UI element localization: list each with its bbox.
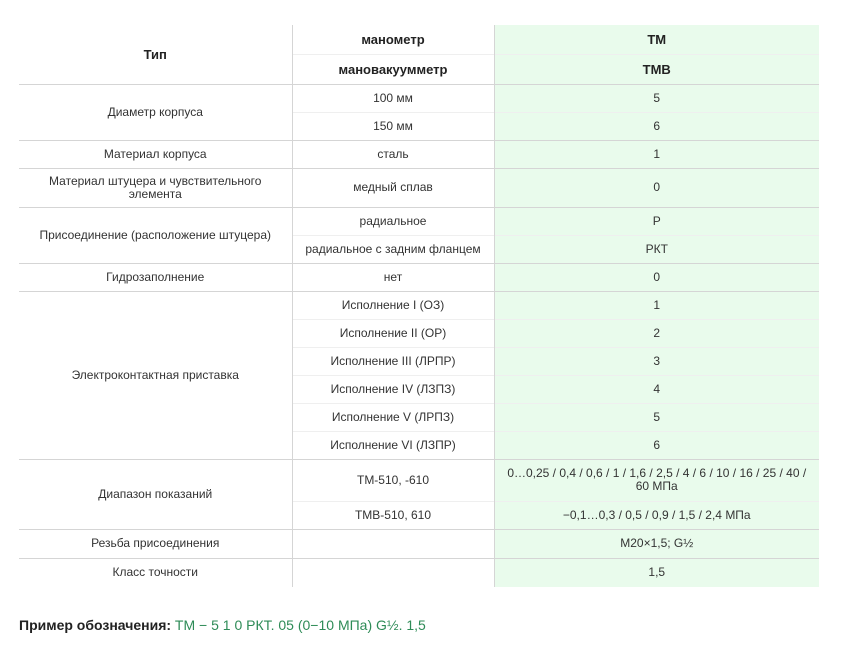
header-manometer-code: ТМ <box>494 25 819 54</box>
option-cell: Исполнение III (ЛРПР) <box>292 347 494 375</box>
code-cell: РКТ <box>494 235 819 263</box>
option-cell <box>292 529 494 558</box>
option-cell <box>292 558 494 587</box>
table-row <box>19 140 819 168</box>
table-row <box>19 291 819 319</box>
param-cell: Присоединение (расположение штуцера) <box>19 207 292 263</box>
example-value: ТМ − 5 1 0 РКТ. 05 (0−10 МПа) G½. 1,5 <box>174 617 426 633</box>
code-cell: 6 <box>494 431 819 459</box>
spec-table <box>19 25 819 587</box>
option-cell: Исполнение I (ОЗ) <box>292 291 494 319</box>
header-manovacuummeter-code: ТМВ <box>494 54 819 84</box>
code-cell: 1 <box>494 291 819 319</box>
table-row <box>19 84 819 112</box>
option-cell: Исполнение VI (ЛЗПР) <box>292 431 494 459</box>
code-cell: 1,5 <box>494 558 819 587</box>
option-cell: радиальное <box>292 207 494 235</box>
code-cell: М20×1,5; G½ <box>494 529 819 558</box>
code-cell: 2 <box>494 319 819 347</box>
param-cell: Гидрозаполнение <box>19 263 292 291</box>
header-manovacuummeter: мановакуумметр <box>292 54 494 84</box>
code-cell: 0…0,25 / 0,4 / 0,6 / 1 / 1,6 / 2,5 / 4 / 6 / 10 / 16 / 25 / 40 / 60 МПа <box>494 459 819 501</box>
table-row <box>19 263 819 291</box>
code-cell: 5 <box>494 84 819 112</box>
param-cell: Диаметр корпуса <box>19 84 292 140</box>
param-cell: Материал корпуса <box>19 140 292 168</box>
code-cell: 5 <box>494 403 819 431</box>
designation-example <box>19 617 426 634</box>
spec-table-body <box>19 25 819 587</box>
header-type: Тип <box>143 46 167 62</box>
code-cell: −0,1…0,3 / 0,5 / 0,9 / 1,5 / 2,4 МПа <box>494 501 819 529</box>
header-row <box>19 25 819 54</box>
code-cell: 6 <box>494 112 819 140</box>
param-cell: Электроконтактная приставка <box>19 291 292 459</box>
code-cell: 0 <box>494 168 819 207</box>
code-cell: 1 <box>494 140 819 168</box>
code-cell: 0 <box>494 263 819 291</box>
param-cell: Резьба присоединения <box>19 529 292 558</box>
param-cell: Класс точности <box>19 558 292 587</box>
table-row <box>19 207 819 235</box>
option-cell: Исполнение II (ОР) <box>292 319 494 347</box>
table-row <box>19 459 819 501</box>
example-label: Пример обозначения: <box>19 617 172 633</box>
table-row <box>19 529 819 558</box>
code-cell: Р <box>494 207 819 235</box>
option-cell: Исполнение IV (ЛЗПЗ) <box>292 375 494 403</box>
header-manometer: манометр <box>292 25 494 54</box>
option-cell: ТМВ-510, 610 <box>292 501 494 529</box>
option-cell: медный сплав <box>292 168 494 207</box>
table-row <box>19 558 819 587</box>
option-cell: нет <box>292 263 494 291</box>
table-row <box>19 168 819 207</box>
param-cell: Материал штуцера и чувствительного элемента <box>19 168 292 207</box>
option-cell: 150 мм <box>292 112 494 140</box>
option-cell: Исполнение V (ЛРПЗ) <box>292 403 494 431</box>
param-cell: Диапазон показаний <box>19 459 292 529</box>
option-cell: 100 мм <box>292 84 494 112</box>
option-cell: ТМ-510, -610 <box>292 459 494 501</box>
option-cell: радиальное с задним фланцем <box>292 235 494 263</box>
code-cell: 3 <box>494 347 819 375</box>
option-cell: сталь <box>292 140 494 168</box>
code-cell: 4 <box>494 375 819 403</box>
